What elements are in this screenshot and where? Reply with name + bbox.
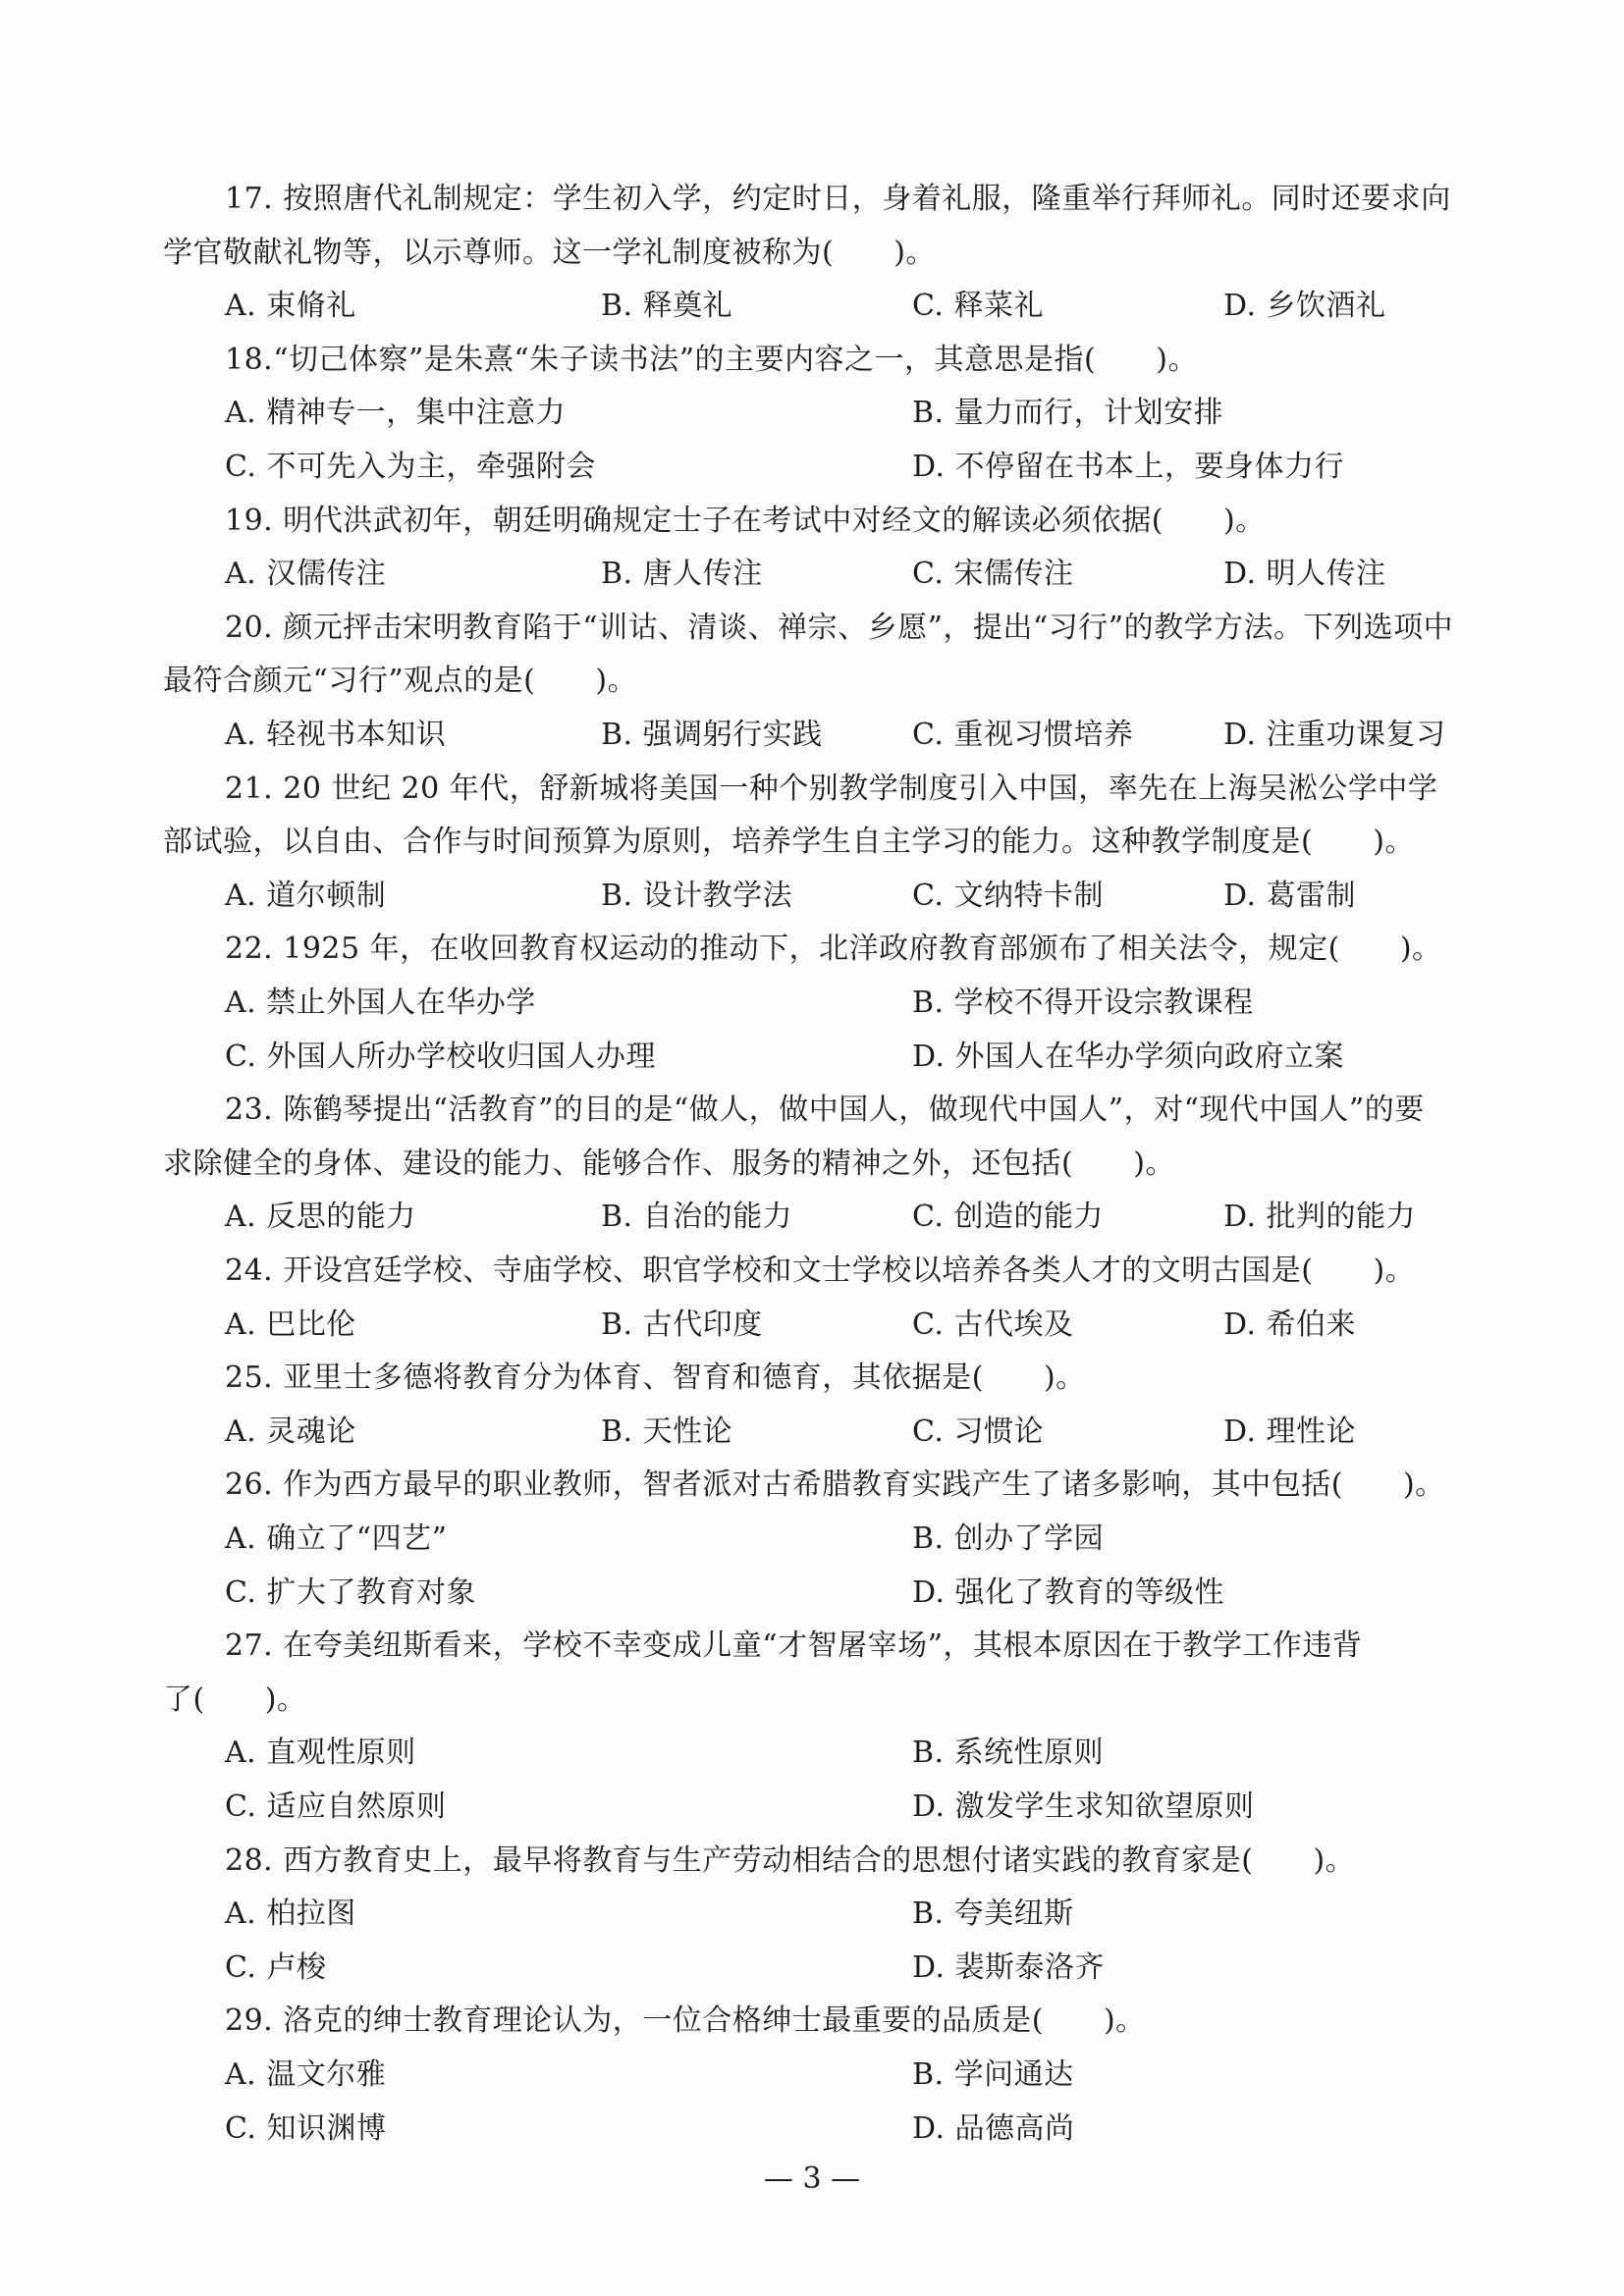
- question-17-option: B. 释奠礼: [601, 289, 733, 323]
- question-17-option: C. 释菜礼: [912, 289, 1044, 323]
- question-24-option: A. 巴比伦: [225, 1308, 356, 1342]
- question-20-option: D. 注重功课复习: [1223, 718, 1446, 752]
- question-28-stem-line: 28. 西方教育史上，最早将教育与生产劳动相结合的思想付诸实践的教育家是( )。: [225, 1843, 1356, 1878]
- question-20-option: A. 轻视书本知识: [225, 718, 447, 752]
- question-28-option: A. 柏拉图: [225, 1896, 356, 1931]
- question-22-option: A. 禁止外国人在华办学: [225, 986, 536, 1020]
- question-23-option: B. 自治的能力: [601, 1200, 793, 1234]
- question-29-option: B. 学问通达: [912, 2057, 1074, 2092]
- question-27-option: C. 适应自然原则: [225, 1789, 447, 1824]
- question-26-option: A. 确立了“四艺”: [225, 1522, 448, 1556]
- question-25-option: A. 灵魂论: [225, 1415, 356, 1449]
- question-27-option: A. 直观性原则: [225, 1735, 416, 1770]
- question-25-option: D. 理性论: [1223, 1415, 1357, 1449]
- question-29-option: C. 知识渊博: [225, 2111, 387, 2146]
- question-25-stem-line: 25. 亚里士多德将教育分为体育、智育和德育，其依据是( )。: [225, 1361, 1086, 1395]
- question-23-stem-line: 求除健全的身体、建设的能力、能够合作、服务的精神之外，还包括( )。: [163, 1147, 1175, 1181]
- question-19-option: C. 宋儒传注: [912, 557, 1074, 591]
- question-23-stem-line: 23. 陈鹤琴提出“活教育”的目的是“做人，做中国人，做现代中国人”，对“现代中国人”的要: [225, 1093, 1425, 1127]
- question-17-stem-line: 学官敬献礼物等，以示尊师。这一学礼制度被称为( )。: [163, 236, 936, 270]
- question-27-option: D. 激发学生求知欲望原则: [912, 1789, 1255, 1824]
- question-29-option: D. 品德高尚: [912, 2111, 1075, 2146]
- question-26-option: C. 扩大了教育对象: [225, 1575, 476, 1610]
- question-20-option: B. 强调躬行实践: [601, 718, 823, 752]
- question-18-stem-line: 18.“切己体察”是朱熹“朱子读书法”的主要内容之一，其意思是指( )。: [225, 343, 1198, 377]
- question-29-stem-line: 29. 洛克的绅士教育理论认为，一位合格绅士最重要的品质是( )。: [225, 2003, 1146, 2038]
- question-22-option: B. 学校不得开设宗教课程: [912, 986, 1254, 1020]
- question-19-option: A. 汉儒传注: [225, 557, 387, 591]
- question-25-option: B. 天性论: [601, 1415, 733, 1449]
- question-29-option: A. 温文尔雅: [225, 2057, 387, 2092]
- question-23-option: A. 反思的能力: [225, 1200, 416, 1234]
- question-20-stem-line: 20. 颜元抨击宋明教育陷于“训诂、清谈、禅宗、乡愿”，提出“习行”的教学方法。下列选项中: [225, 611, 1454, 645]
- question-17-stem-line: 17. 按照唐代礼制规定：学生初入学，约定时日，身着礼服，隆重举行拜师礼。同时还要求向: [225, 182, 1451, 216]
- page-number: — 3 —: [763, 2162, 861, 2196]
- question-19-option: B. 唐人传注: [601, 557, 763, 591]
- question-23-option: C. 创造的能力: [912, 1200, 1104, 1234]
- question-21-option: C. 文纳特卡制: [912, 879, 1104, 913]
- question-27-stem-line: 了( )。: [163, 1682, 307, 1717]
- question-27-option: B. 系统性原则: [912, 1735, 1105, 1770]
- question-17-option: D. 乡饮酒礼: [1223, 289, 1386, 323]
- question-28-option: B. 夸美纽斯: [912, 1896, 1074, 1931]
- question-22-option: D. 外国人在华办学须向政府立案: [912, 1040, 1345, 1074]
- question-20-stem-line: 最符合颜元“习行”观点的是( )。: [163, 664, 638, 698]
- question-26-stem-line: 26. 作为西方最早的职业教师，智者派对古希腊教育实践产生了诸多影响，其中包括( )。: [225, 1468, 1445, 1502]
- question-24-option: B. 古代印度: [601, 1308, 763, 1342]
- question-22-option: C. 外国人所办学校收归国人办理: [225, 1040, 656, 1074]
- question-18-option: B. 量力而行，计划安排: [912, 396, 1224, 430]
- question-28-option: C. 卢梭: [225, 1950, 327, 1985]
- question-21-stem-line: 部试验，以自由、合作与时间预算为原则，培养学生自主学习的能力。这种教学制度是( )。: [163, 825, 1415, 859]
- question-25-option: C. 习惯论: [912, 1415, 1044, 1449]
- question-24-option: C. 古代埃及: [912, 1308, 1074, 1342]
- question-22-stem-line: 22. 1925 年，在收回教育权运动的推动下，北洋政府教育部颁布了相关法令，规定( )。: [225, 932, 1442, 966]
- question-24-stem-line: 24. 开设宫廷学校、寺庙学校、职官学校和文士学校以培养各类人才的文明古国是( )。: [225, 1254, 1416, 1288]
- question-26-option: B. 创办了学园: [912, 1522, 1105, 1556]
- question-18-option: A. 精神专一，集中注意力: [225, 396, 567, 430]
- question-28-option: D. 裴斯泰洛齐: [912, 1950, 1106, 1985]
- question-27-stem-line: 27. 在夸美纽斯看来，学校不幸变成儿童“才智屠宰场”，其根本原因在于教学工作违背: [225, 1629, 1363, 1663]
- question-24-option: D. 希伯来: [1223, 1308, 1357, 1342]
- question-26-option: D. 强化了教育的等级性: [912, 1575, 1225, 1610]
- question-20-option: C. 重视习惯培养: [912, 718, 1134, 752]
- question-18-option: D. 不停留在书本上，要身体力行: [912, 450, 1345, 484]
- question-23-option: D. 批判的能力: [1223, 1200, 1417, 1234]
- question-21-option: A. 道尔顿制: [225, 879, 387, 913]
- question-17-option: A. 束脩礼: [225, 289, 356, 323]
- question-21-option: D. 葛雷制: [1223, 879, 1357, 913]
- question-18-option: C. 不可先入为主，牵强附会: [225, 450, 596, 484]
- question-21-stem-line: 21. 20 世纪 20 年代，舒新城将美国一种个别教学制度引入中国，率先在上海吴淞公学中学: [225, 772, 1438, 806]
- question-19-stem-line: 19. 明代洪武初年，朝廷明确规定士子在考试中对经文的解读必须依据( )。: [225, 504, 1266, 538]
- question-19-option: D. 明人传注: [1223, 557, 1386, 591]
- question-21-option: B. 设计教学法: [601, 879, 793, 913]
